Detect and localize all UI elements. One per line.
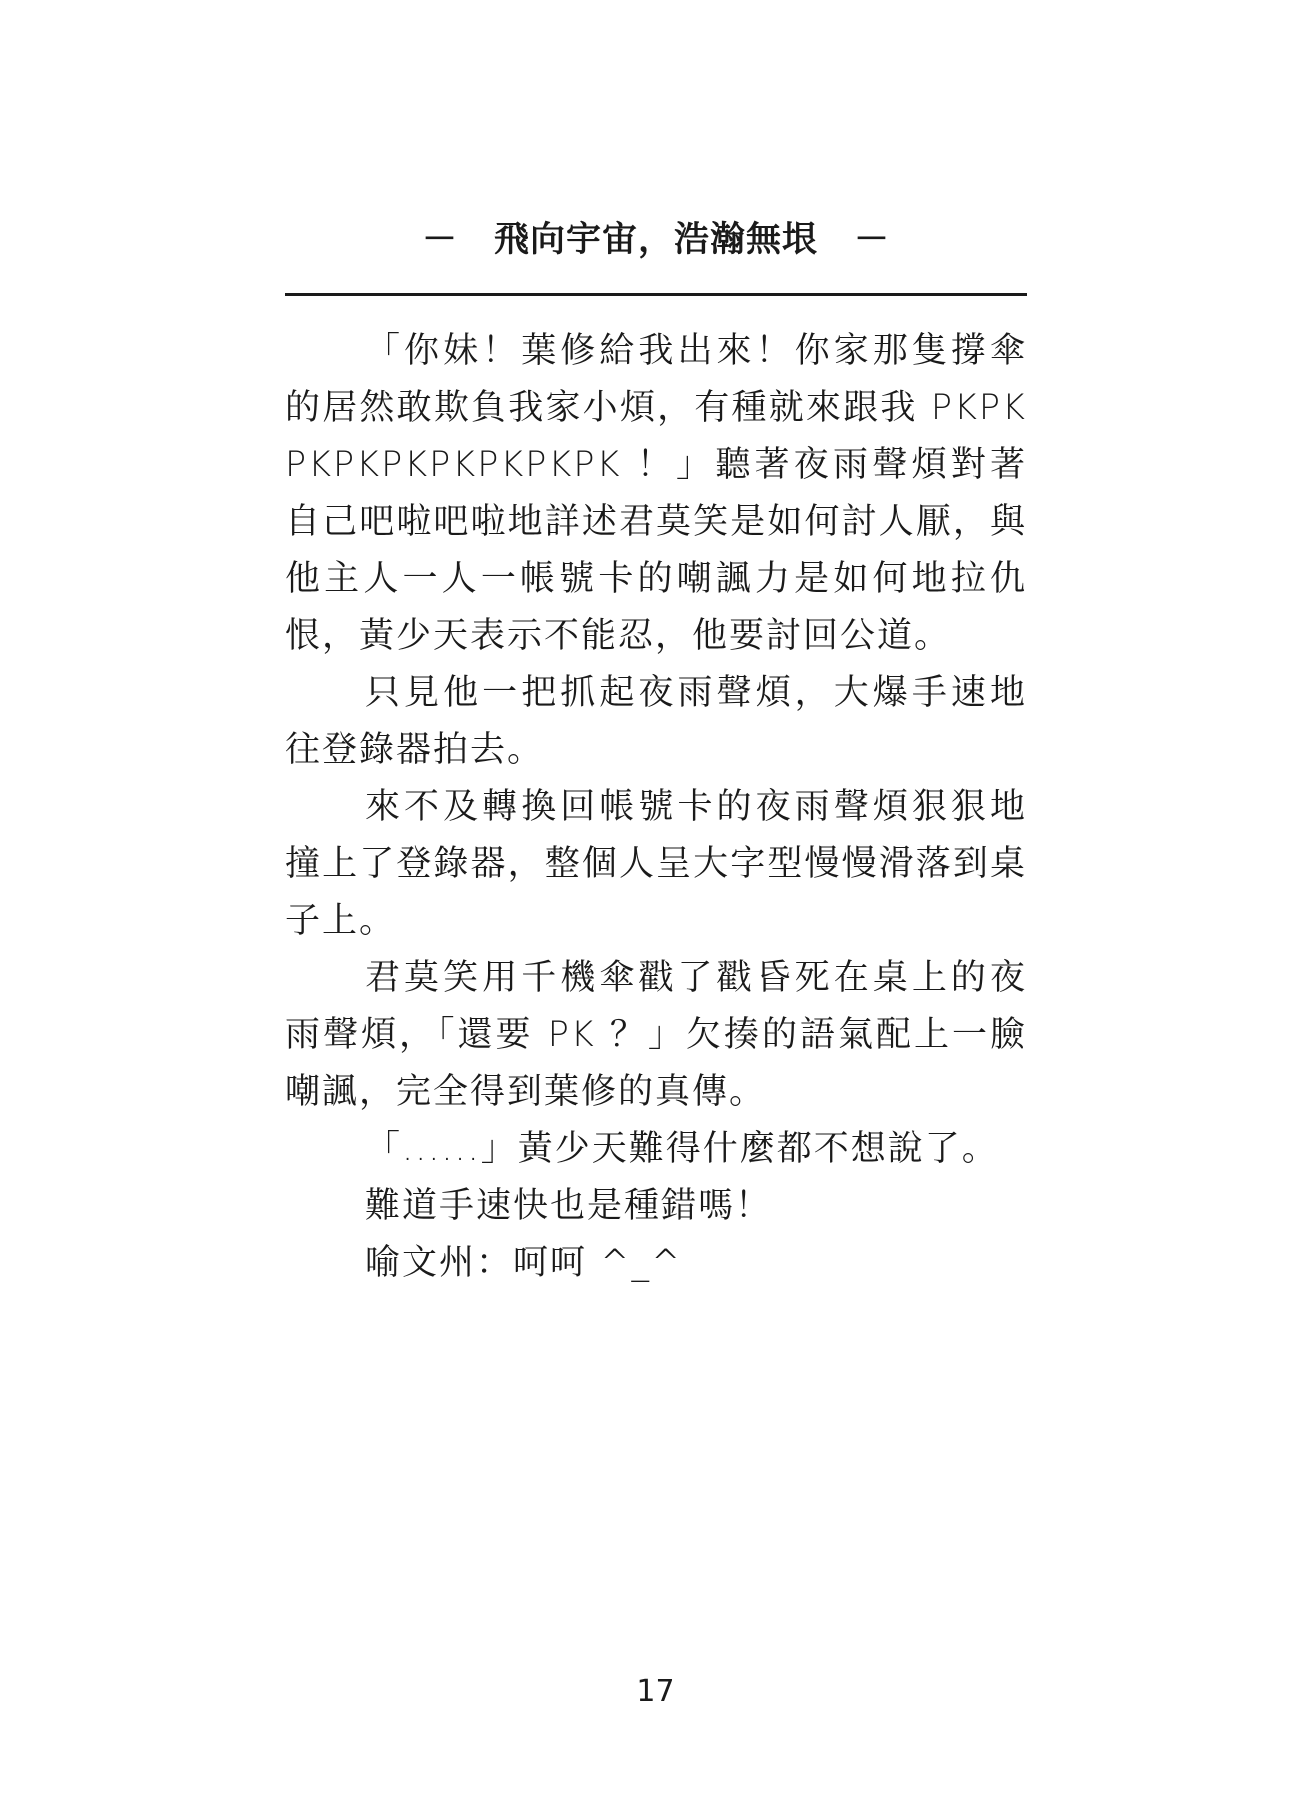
paragraph: 來不及轉換回帳號卡的夜雨聲煩狠狠地撞上了登錄器，整個人呈大字型慢慢滑落到桌子上。	[285, 787, 1027, 941]
chapter-header: － 飛向宇宙，浩瀚無垠 －	[421, 220, 890, 260]
header-divider	[285, 293, 1027, 296]
paragraph: 「你妹！葉修給我出來！你家那隻撐傘的居然敢欺負我家小煩，有種就來跟我 PKPKPKPKPKPKPKPKPK ！」聽著夜雨聲煩對著自己吧啦吧啦地詳述君莫笑是如何討人厭，與他主人一人一帳號卡的嘲諷力是如何地拉仇恨，黃少天表示不能忍，他要討回公道。	[285, 331, 1027, 656]
paragraph: 難道手速快也是種錯嗎！	[365, 1186, 773, 1226]
paragraph: 「......」黃少天難得什麼都不想說了。	[365, 1129, 999, 1169]
paragraph: 喻文州：呵呵 ^_^	[365, 1243, 683, 1283]
paragraph: 君莫笑用千機傘戳了戳昏死在桌上的夜雨聲煩，「還要 PK ？」欠揍的語氣配上一臉嘲諷，完全得到葉修的真傳。	[285, 958, 1027, 1112]
paragraph: 只見他一把抓起夜雨聲煩，大爆手速地往登錄器拍去。	[285, 673, 1027, 770]
page-number: 17	[636, 1674, 675, 1709]
body-text	[285, 323, 1027, 1292]
